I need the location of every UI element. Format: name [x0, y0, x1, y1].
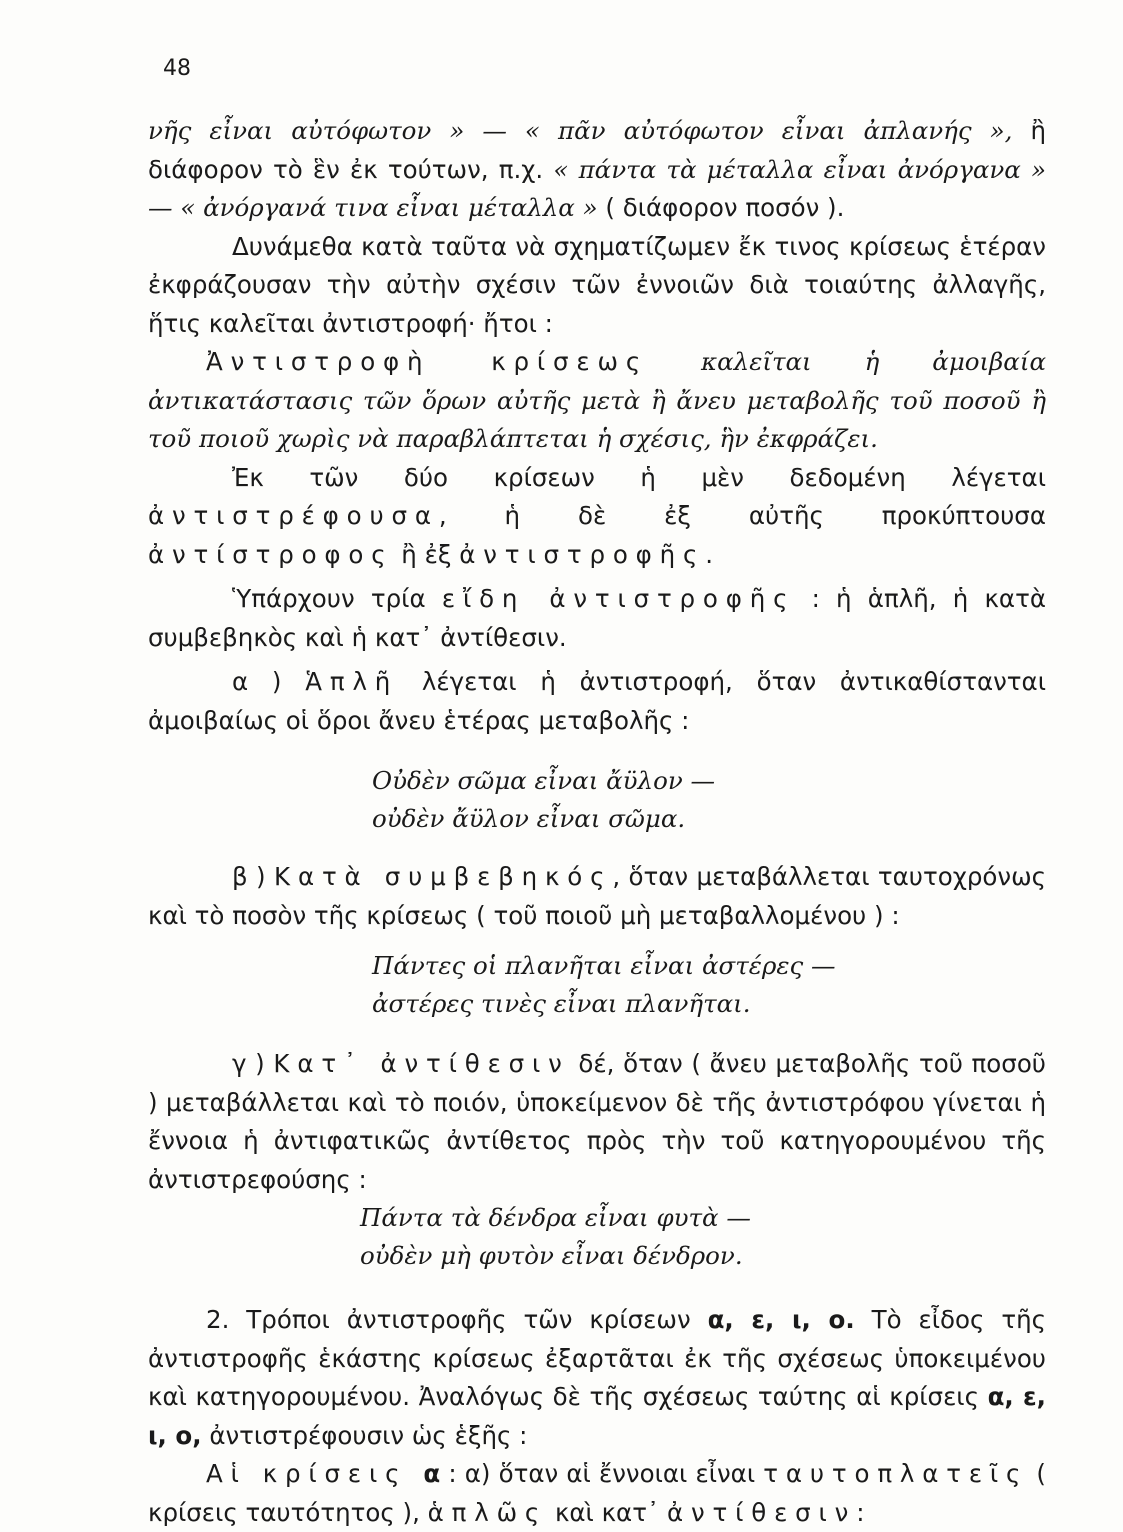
- example-line: Πάντες οἱ πλανῆται εἶναι ἀστέρες —: [372, 951, 836, 980]
- italic-text: νῆς εἶναι αὐτόφωτον » — « πᾶν αὐτόφωτον εἶναι ἀπλανής »,: [148, 116, 1013, 145]
- text: , ὅταν μεταβάλλεται ταυτοχρόνως καὶ τὸ ποσὸν τῆς κρίσεως ( τοῦ ποιοῦ μὴ μεταβαλλομένου ) :: [148, 862, 1046, 930]
- text: Τὸ εἶδος τῆς ἀντιστροφῆς ἑκάστης κρίσεως ἐξαρτᾶται ἐκ τῆς σχέσεως ὑποκειμένου καὶ κατηγορουμένου. Ἀναλόγως δὲ τῆς σχέσεως ταύτης αἱ κρίσεις: [148, 1305, 1046, 1411]
- spaced-term: εἴδη ἀντιστροφῆς: [441, 584, 796, 613]
- text: καὶ κατ᾽: [547, 1497, 667, 1527]
- bold-letters: α, ε, ι, ο.: [707, 1305, 855, 1334]
- section-2-paragraph: [148, 1301, 1046, 1455]
- text: β ): [232, 862, 275, 891]
- paragraph-a-judgments: [148, 1455, 1046, 1532]
- paragraph-simple-conversion: [148, 663, 1046, 740]
- text: ἢ ἐξ: [393, 539, 460, 569]
- example-line: Πάντα τὰ δένδρα εἶναι φυτὰ —: [360, 1203, 751, 1232]
- spaced-term: Αἱ κρίσεις: [206, 1459, 424, 1488]
- paragraph-terms: [148, 459, 1046, 575]
- paragraph-accidental-conversion: [148, 858, 1046, 935]
- paragraph-definition-intro: Δυνάμεθα κατὰ ταῦτα νὰ σχηματίζωμεν ἔκ τινος κρίσεως ἑτέραν ἐκφράζουσαν τὴν αὐτὴν σχέσιν τῶν ἐννοιῶν διὰ τοιαύτης ἀλλαγῆς, ἥτις καλεῖται ἀντιστροφή· ἤτοι :: [148, 231, 1046, 338]
- spaced-term: Κατὰ συμβεβηκός: [274, 862, 613, 891]
- text: : α) ὅταν αἱ ἔννοιαι εἶναι: [440, 1459, 764, 1488]
- text: ( διάφορον ποσόν ).: [597, 193, 845, 222]
- text: , ἡ δὲ ἐξ αὐτῆς προκύπτουσα: [438, 501, 1046, 530]
- paragraph-contrapositive-conversion: [148, 1045, 1046, 1199]
- bold-letters: α: [423, 1459, 441, 1488]
- text: .: [705, 539, 714, 569]
- page-body: [148, 112, 1046, 1532]
- text: ἀντιστρέφουσιν ὡς ἑξῆς :: [201, 1420, 528, 1450]
- paragraph-definition: [148, 343, 1046, 459]
- italic-text: καλεῖται ἡ ἀμοιβαία ἀντικατάστασις τῶν ὅρων αὐτῆς μετὰ ἢ ἄνευ μεταβολῆς τοῦ ποσοῦ ἢ τοῦ ποιοῦ χωρὶς νὰ παραβλάπτεται ἡ σχέσις, ἣν ἐκφράζει.: [148, 347, 1046, 453]
- example-line: οὐδὲν ἄϋλον εἶναι σῶμα.: [372, 804, 686, 833]
- text: : ἡ ἁπλῆ, ἡ κατὰ συμβεβηκὸς καὶ ἡ κατ᾽ ἀντίθεσιν.: [148, 584, 1046, 652]
- example-line: Οὐδὲν σῶμα εἶναι ἄϋλον —: [372, 766, 715, 795]
- spaced-term: ἁπλῶς: [427, 1497, 548, 1527]
- text: λέγεται ἡ ἀντιστροφή, ὅταν ἀντικαθίστανται ἀμοιβαίως οἱ ὅροι ἄνευ ἑτέρας μεταβολῆς :: [148, 667, 1046, 735]
- paragraph-continuation: [148, 112, 1046, 228]
- spaced-term: Κατ᾽ ἀντίθεσιν: [273, 1049, 570, 1078]
- text: ( κρίσεις ταυτότητος ),: [148, 1459, 1046, 1527]
- text: :: [856, 1497, 865, 1527]
- text: γ ): [232, 1049, 274, 1078]
- text: Ὑπάρχουν τρία: [232, 584, 442, 613]
- text: ἢ διάφορον τὸ ἓν ἐκ τούτων, π.χ.: [148, 116, 1046, 184]
- text: Ἐκ τῶν δύο κρίσεων ἡ μὲν δεδομένη λέγεται: [232, 462, 1046, 492]
- example-line: ἀστέρες τινὲς εἶναι πλανῆται.: [372, 989, 751, 1018]
- italic-text: « πάντα τὰ μέταλλα εἶναι ἀνόργανα » — « ἀνόργανά τινα εἶναι μέταλλα »: [148, 154, 1046, 222]
- spaced-term: ταυτοπλατεῖς: [763, 1459, 1029, 1488]
- bold-letters: α, ε, ι, ο,: [148, 1382, 1046, 1450]
- example-line: οὐδὲν μὴ φυτὸν εἶναι δένδρον.: [360, 1241, 743, 1270]
- spaced-term: Ἀντιστροφὴ κρίσεως: [206, 347, 649, 376]
- text: δέ, ὅταν ( ἄνευ μεταβολῆς τοῦ ποσοῦ ) μεταβάλλεται καὶ τὸ ποιόν, ὑποκείμενον δὲ τῆς ἀντιστρόφου γίνεται ἡ ἔννοια ἡ ἀντιφατικῶς ἀντίθετος πρὸς τὴν τοῦ κατηγορουμένου τῆς ἀντιστρεφούσης :: [148, 1049, 1046, 1194]
- spaced-term: ἀντίθεσιν: [667, 1497, 857, 1527]
- spaced-term: ἀντιστρέφουσα: [148, 501, 439, 530]
- page-number: 48: [163, 56, 191, 81]
- spaced-term: Ἁπλῆ: [305, 667, 399, 696]
- text: α ): [232, 667, 306, 696]
- spaced-term: ἀντίστροφος: [148, 539, 394, 569]
- spaced-term: ἀντιστροφῆς: [459, 539, 706, 569]
- paragraph-kinds: [148, 580, 1046, 657]
- section-heading: 2. Τρόποι ἀντιστροφῆς τῶν κρίσεων: [206, 1305, 708, 1334]
